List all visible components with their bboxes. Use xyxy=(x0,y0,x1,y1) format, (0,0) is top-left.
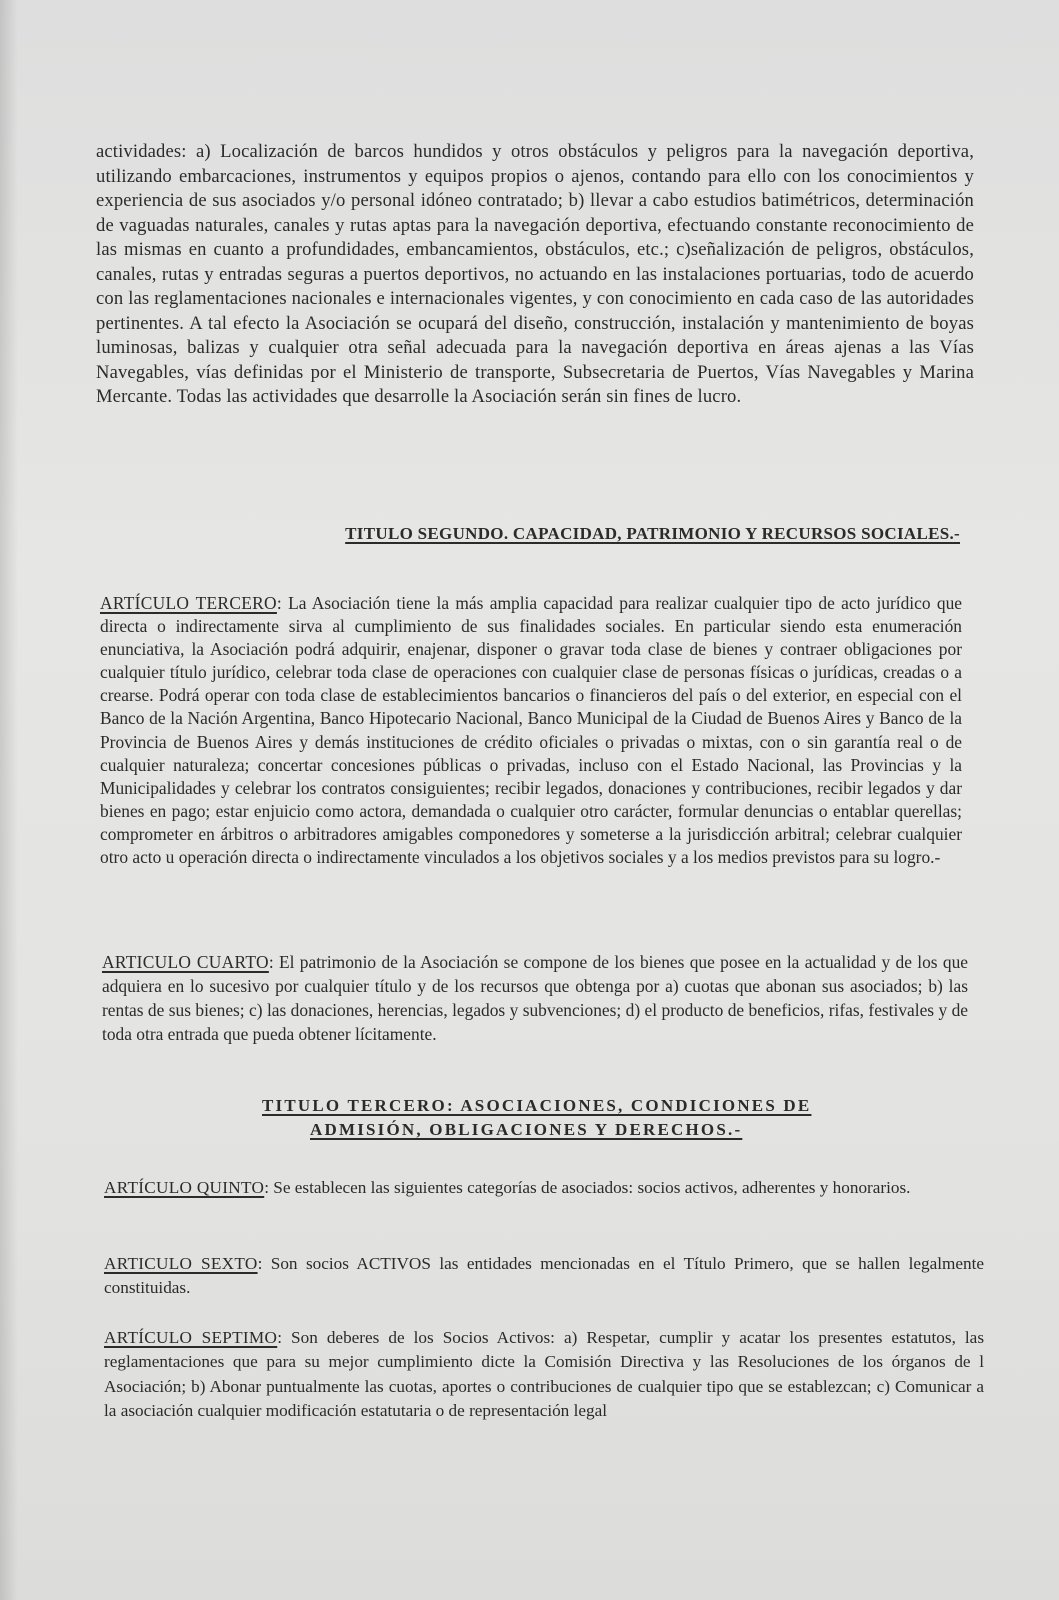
intro-paragraph: actividades: a) Localización de barcos hundidos y otros obstáculos y peligros para la navegación deportiva, utilizando embarcaciones, instrumentos y equipos propios o ajenos, contando para ello con los conocimientos y experiencia de sus asociados y/o personal idóneo contratado; b) llevar a cabo estudios batimétricos, determinación de vaguadas naturales, canales y rutas aptas para la navegación deportiva, efectuando constante reconocimiento de las mismas en cuanto a profundidades, embancamientos, obstáculos, etc.; c)señalización de peligros, obstáculos, canales, rutas y entradas seguras a puertos deportivos, no actuando en las instalaciones portuarias, todo de acuerdo con las reglamentaciones nacionales e internacionales vigentes, y con conocimiento en cada caso de las autoridades pertinentes. A tal efecto la Asociación se ocupará del diseño, construcción, instalación y mantenimiento de boyas luminosas, balizas y cualquier otra señal adecuada para la navegación deportiva en áreas ajenas a las Vías Navegables, vías definidas por el Ministerio de transporte, Subsecretaria de Puertos, Vías Navegables y Marina Mercante. Todas las actividades que desarrolle la Asociación serán sin fines de lucro. xyxy=(96,141,974,407)
articulo-septimo-text: : Son deberes de los Socios Activos: a) Respetar, cumplir y acatar los presentes estatutos, las reglamentaciones que para su mejor cumplimiento dicte la Comisión Directiva y las Resoluciones de los órganos de l Asociación; b) Abonar puntualmente las cuotas, aportes o contribuciones de cualquier tipo que se establezcan; c) Comunicar a la asociación cualquier modificación estatutaria o de representación legal xyxy=(104,1328,985,1420)
titulo-tercero-line-2: ADMISIÓN, OBLIGACIONES Y DERECHOS.- xyxy=(310,1120,743,1139)
articulo-septimo-label: ARTÍCULO SEPTIMO xyxy=(104,1328,278,1347)
articulo-sexto-label: ARTICULO SEXTO xyxy=(104,1254,258,1273)
titulo-segundo-heading: TITULO SEGUNDO. CAPACIDAD, PATRIMONIO Y RECURSOS SOCIALES.- xyxy=(345,524,960,543)
articulo-tercero xyxy=(100,592,962,869)
page-edge-shadow xyxy=(0,0,18,1600)
articulo-tercero-text: : La Asociación tiene la más amplia capacidad para realizar cualquier tipo de acto jurídico que directa o indirectamente sirva al cumplimiento de sus finalidades sociales. En particular siendo esta enumeración enunciativa, la Asociación podrá adquirir, enajenar, disponer o gravar toda clase de bienes y contraer obligaciones por cualquier título jurídico, celebrar toda clase de operaciones con cualquier clase de personas físicas o jurídicas, creadas o a crearse. Podrá operar con toda clase de establecimientos bancarios o financieros del país o del exterior, en especial con el Banco de la Nación Argentina, Banco Hipotecario Nacional, Banco Municipal de la Ciudad de Buenos Aires y Banco de la Provincia de Buenos Aires y demás instituciones de crédito oficiales o privadas o mixtas, con o sin garantía real o de cualquier naturaleza; concertar concesiones públicas o privadas, incluso con el Estado Nacional, las Provincias y la Municipalidades y celebrar los contratos consiguientes; recibir legados, donaciones y contribuciones, recibir legados y dar bienes en pago; estar enjuicio como actora, demandada o cualquier otro carácter, formular denuncias o entablar querellas; comprometer en árbitros o arbitradores amigables componedores y someterse a la jurisdicción arbitral; celebrar cualquier otro acto u operación directa o indirectamente vinculados a los objetivos sociales y a los medios previstos para su logro.- xyxy=(100,593,962,868)
articulo-sexto-text: : Son socios ACTIVOS las entidades mencionadas en el Título Primero, que se hallen legalmente constituidas. xyxy=(104,1254,984,1297)
articulo-sexto xyxy=(104,1252,984,1300)
articulo-quinto-label: ARTÍCULO QUINTO xyxy=(104,1178,265,1197)
articulo-tercero-label: ARTÍCULO TERCERO xyxy=(100,593,277,613)
articulo-cuarto-text: : El patrimonio de la Asociación se compone de los bienes que posee en la actualidad y de los que adquiera en lo sucesivo por cualquier título y de los recursos que obtenga por a) cuotas que abonan sus asociados; b) las rentas de sus bienes; c) las donaciones, herencias, legados y subvenciones; d) el producto de beneficios, rifas, festivales y de toda otra entrada que pueda obtener lícitamente. xyxy=(102,952,968,1044)
articulo-cuarto-label: ARTICULO CUARTO xyxy=(102,952,269,972)
titulo-tercero-line-1: TITULO TERCERO: ASOCIACIONES, CONDICIONES DE xyxy=(262,1096,812,1115)
articulo-septimo xyxy=(104,1326,984,1423)
articulo-cuarto xyxy=(102,950,968,1046)
articulo-quinto xyxy=(104,1176,984,1200)
titulo-tercero-heading xyxy=(180,1094,1020,1142)
articulo-quinto-text: : Se establecen las siguientes categorías de asociados: socios activos, adherentes y honorarios. xyxy=(264,1178,911,1197)
